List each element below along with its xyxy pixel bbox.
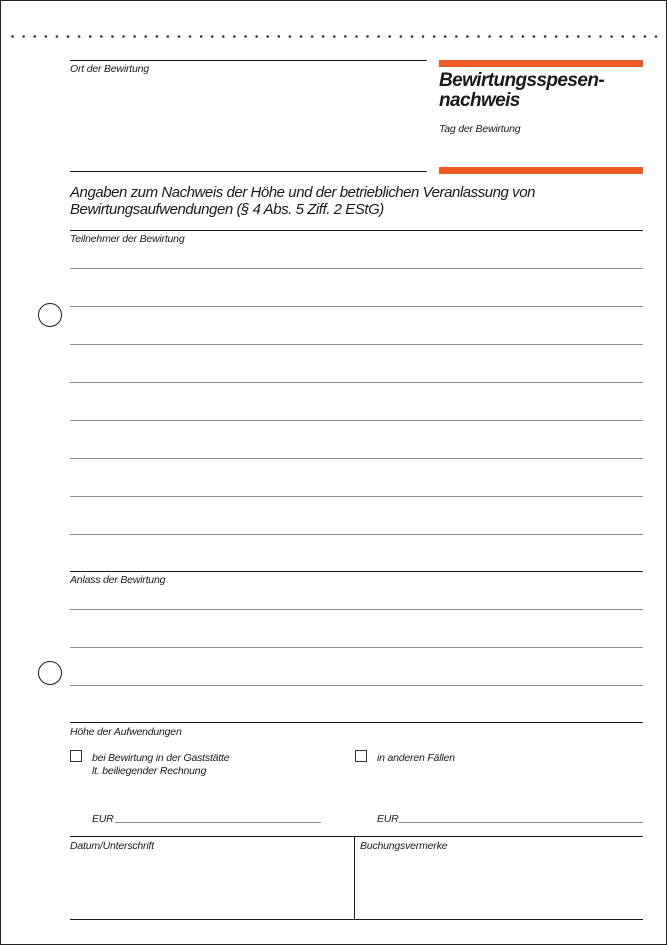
other-checkbox[interactable]: [355, 750, 367, 762]
participants-label: Teilnehmer der Bewirtung: [70, 233, 185, 245]
amount-label: Höhe der Aufwendungen: [70, 726, 182, 738]
occasion-top-rule: [70, 571, 643, 572]
location-top-rule: [70, 60, 427, 61]
restaurant-checkbox[interactable]: [70, 750, 82, 762]
occasion-label: Anlass der Bewirtung: [70, 574, 166, 586]
occasion-field[interactable]: [70, 587, 643, 723]
footer-top-rule: [70, 836, 643, 837]
participants-rule: [70, 306, 643, 307]
occasion-rule: [70, 647, 643, 648]
participants-rule: [70, 496, 643, 497]
date-label: Tag der Bewirtung: [439, 123, 521, 135]
participants-rule: [70, 268, 643, 269]
participants-top-rule: [70, 230, 643, 231]
currency-label-right: EUR: [377, 813, 399, 825]
restaurant-option-line2: lt. beiliegender Rechnung: [92, 765, 207, 777]
intro-heading-line2: Bewirtungsaufwendungen (§ 4 Abs. 5 Ziff. 2 EStG): [70, 201, 384, 218]
perforation-line: [7, 35, 662, 38]
currency-label-left: EUR: [92, 813, 114, 825]
punch-hole: [38, 661, 62, 685]
date-field[interactable]: [439, 137, 643, 167]
footer-divider: [354, 837, 355, 920]
title-accent-bar-bottom: [439, 167, 643, 174]
location-label: Ort der Bewirtung: [70, 63, 149, 75]
location-bottom-rule: [70, 171, 427, 172]
amount-other-rule: [399, 822, 643, 823]
amount-top-rule: [70, 722, 643, 723]
participants-rule: [70, 382, 643, 383]
other-option-label: in anderen Fällen: [377, 752, 455, 764]
punch-hole: [38, 303, 62, 327]
booking-notes-field[interactable]: [359, 853, 643, 919]
form-title-line2: nachweis: [439, 90, 520, 111]
title-accent-bar-top: [439, 60, 643, 67]
form-title-line1: Bewirtungsspesen-: [439, 70, 605, 91]
intro-heading-line1: Angaben zum Nachweis der Höhe und der betrieblichen Veranlassung von: [70, 184, 535, 201]
amount-restaurant-rule: [115, 822, 321, 823]
booking-notes-label: Buchungsvermerke: [360, 840, 448, 852]
participants-rule: [70, 344, 643, 345]
occasion-rule: [70, 609, 643, 610]
date-signature-field[interactable]: [70, 853, 352, 919]
date-signature-label: Datum/Unterschrift: [70, 840, 154, 852]
amount-other-field[interactable]: [399, 807, 643, 823]
occasion-rule: [70, 685, 643, 686]
restaurant-option-line1: bei Bewirtung in der Gaststätte: [92, 752, 230, 764]
amount-restaurant-field[interactable]: [115, 807, 321, 823]
location-field[interactable]: [70, 76, 427, 171]
participants-rule: [70, 420, 643, 421]
participants-rule: [70, 534, 643, 535]
footer-bottom-rule: [70, 919, 643, 920]
participants-rule: [70, 458, 643, 459]
participants-field[interactable]: [70, 245, 643, 571]
